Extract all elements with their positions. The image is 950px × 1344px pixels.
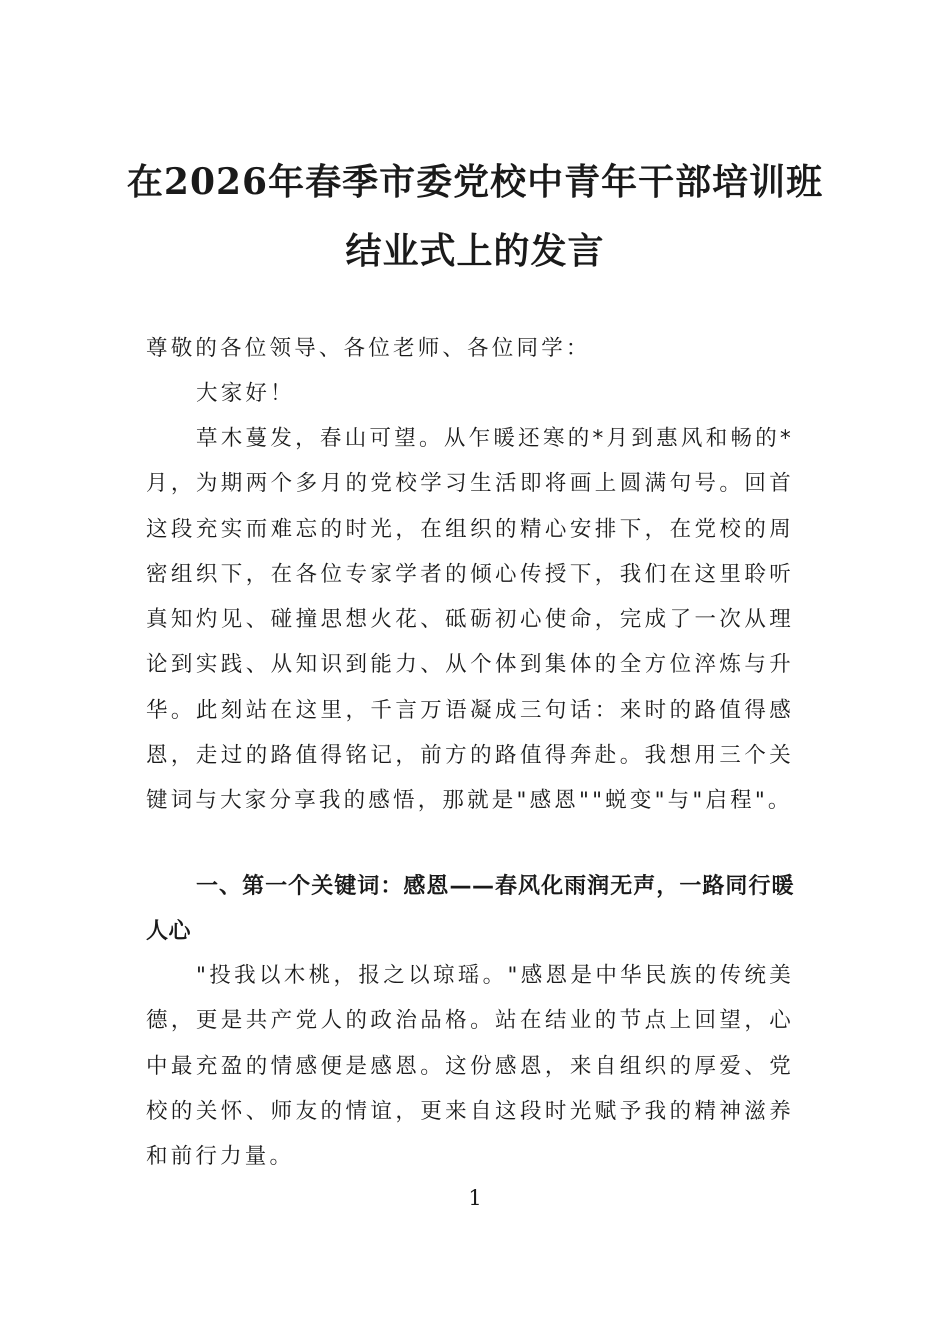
section-heading-1: 一、第一个关键词：感恩——春风化雨润无声，一路同行暖人心 [146, 874, 794, 944]
document-title-line2: 结业式上的发言 [345, 230, 605, 272]
greeting: 大家好！ [196, 381, 295, 406]
document-title-line1: 在2026年春季市委党校中青年干部培训班 [126, 161, 824, 203]
paragraph-gratitude: "投我以木桃，报之以琼瑶。"感恩是中华民族的传统美德，更是共产党人的政治品格。站在结业的节点上回望，心中最充盈的情感便是感恩。这份感恩，来自组织的厚爱、党校的关怀、师友的情谊，更来自这段时光赋予我的精神滋养和前行力量。 [146, 963, 794, 1170]
salutation: 尊敬的各位领导、各位老师、各位同学： [146, 336, 591, 361]
page-number: 1 [468, 1186, 482, 1210]
paragraph-intro: 草木蔓发，春山可望。从乍暖还寒的*月到惠风和畅的*月，为期两个多月的党校学习生活即将画上圆满句号。回首这段充实而难忘的时光，在组织的精心安排下，在党校的周密组织下，在各位专家学者的倾心传授下，我们在这里聆听真知灼见、碰撞思想火花、砥砺初心使命，完成了一次从理论到实践、从知识到能力、从个体到集体的全方位淬炼与升华。此刻站在这里，千言万语凝成三句话：来时的路值得感恩，走过的路值得铭记，前方的路值得奔赴。我想用三个关键词与大家分享我的感悟，那就是"感恩""蜕变"与"启程"。 [146, 426, 794, 814]
